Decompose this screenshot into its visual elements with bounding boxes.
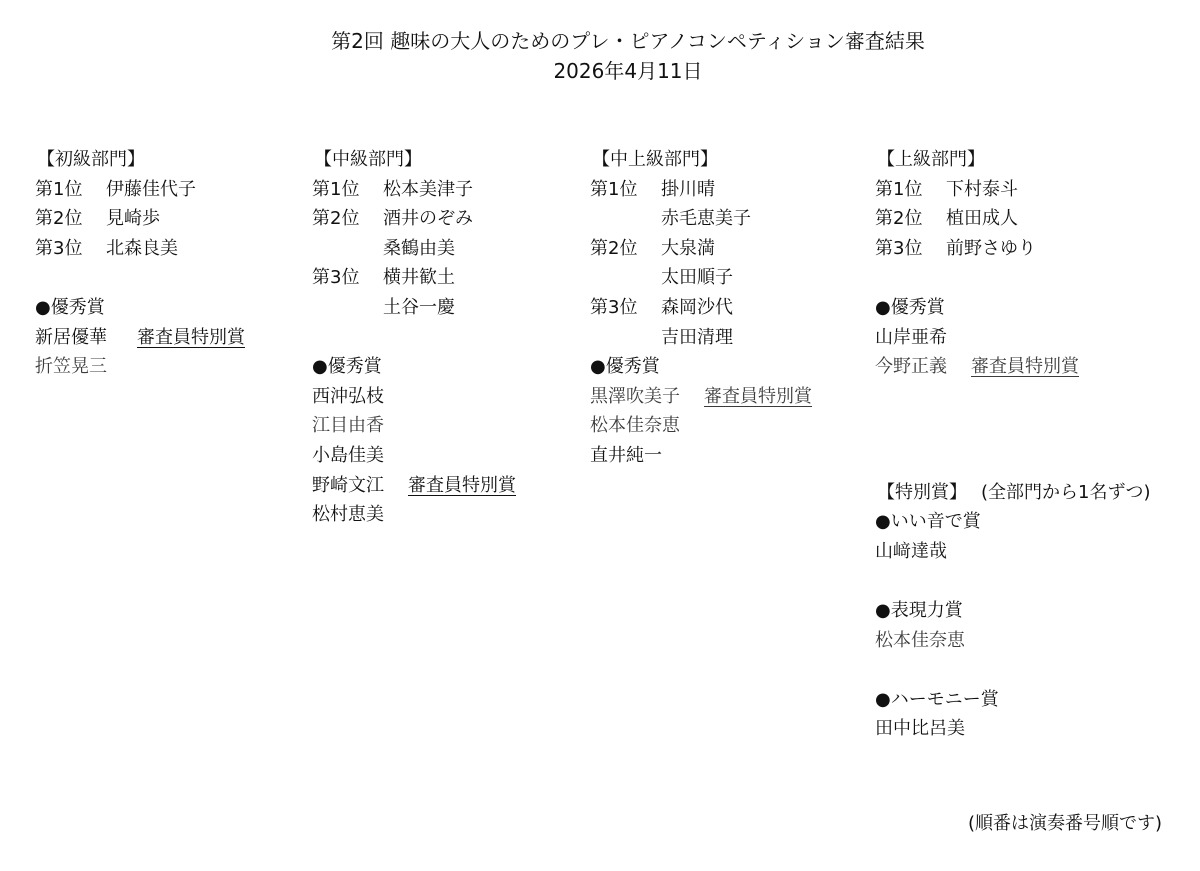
winner-name: 横井歓土 — [383, 267, 455, 289]
rank-row — [590, 204, 812, 234]
winner-name: 森岡沙代 — [661, 296, 733, 318]
winner-name: 見崎歩 — [106, 208, 160, 230]
division-heading: 【初級部門】 — [37, 149, 145, 170]
division-heading: 【中上級部門】 — [592, 149, 718, 170]
order-note: (順番は演奏番号順です) — [968, 813, 1163, 834]
winner-name: 酒井のぞみ — [383, 208, 473, 230]
special-award-label: ●表現力賞 — [875, 599, 963, 621]
rank-label: 第1位 — [35, 178, 83, 200]
division-heading: 【中級部門】 — [314, 149, 422, 170]
excellence-row — [312, 471, 516, 501]
rank-row — [590, 263, 812, 293]
rank-label: 第1位 — [590, 178, 638, 200]
special-award-label: ●ハーモニー賞 — [875, 688, 999, 710]
special-awards-heading: 【特別賞】 — [877, 481, 967, 503]
excellence-name: 西沖弘枝 — [312, 385, 384, 407]
special-award-winner: 松本佳奈恵 — [875, 629, 965, 651]
excellence-row — [590, 382, 812, 412]
division-beginner — [35, 145, 245, 382]
excellence-name: 小島佳美 — [312, 444, 384, 466]
excellence-row — [875, 352, 1151, 382]
rank-label: 第2位 — [35, 208, 83, 230]
special-award-label: ●いい音で賞 — [875, 511, 981, 533]
special-awards-note: (全部門から1名ずつ) — [981, 481, 1151, 503]
rank-row — [35, 175, 245, 205]
excellence-name: 江目由香 — [312, 415, 384, 437]
rank-row — [312, 204, 516, 234]
judge-special-award: 審査員特別賞 — [971, 356, 1079, 378]
rank-label: 第3位 — [35, 237, 83, 259]
rank-label: 第3位 — [590, 296, 638, 318]
excellence-heading: ●優秀賞 — [35, 296, 105, 318]
winner-name: 赤毛恵美子 — [661, 208, 751, 230]
judge-special-award: 審査員特別賞 — [408, 474, 516, 496]
rank-row — [875, 234, 1151, 264]
excellence-name: 松本佳奈恵 — [590, 415, 680, 437]
rank-label: 第1位 — [875, 178, 923, 200]
winner-name: 吉田清理 — [661, 326, 733, 348]
rank-row — [590, 293, 812, 323]
excellence-heading: ●優秀賞 — [590, 356, 660, 378]
result-date: 2026年4月11日 — [553, 59, 703, 83]
rank-label: 第1位 — [312, 178, 360, 200]
rank-row — [312, 263, 516, 293]
rank-label: 第3位 — [312, 267, 360, 289]
rank-row — [312, 175, 516, 205]
winner-name: 桑鶴由美 — [383, 237, 455, 259]
special-awards-heading-row — [875, 478, 1151, 508]
rank-row — [312, 234, 516, 264]
rank-row — [35, 204, 245, 234]
excellence-name: 折笠晃三 — [35, 356, 107, 378]
division-advanced — [875, 145, 1151, 744]
winner-name: 掛川晴 — [661, 178, 715, 200]
winner-name: 伊藤佳代子 — [106, 178, 196, 200]
excellence-heading: ●優秀賞 — [875, 296, 945, 318]
division-intermediate — [312, 145, 516, 530]
rank-label: 第2位 — [312, 208, 360, 230]
special-award-winner: 田中比呂美 — [875, 718, 965, 740]
excellence-heading: ●優秀賞 — [312, 356, 382, 378]
judge-special-award: 審査員特別賞 — [704, 385, 812, 407]
rank-row — [312, 293, 516, 323]
rank-row — [35, 234, 245, 264]
excellence-name: 直井純一 — [590, 444, 662, 466]
rank-label: 第2位 — [875, 208, 923, 230]
excellence-name: 新居優華 — [35, 326, 107, 348]
rank-row — [590, 175, 812, 205]
special-award-winner: 山﨑達哉 — [875, 540, 947, 562]
rank-row — [590, 234, 812, 264]
winner-name: 太田順子 — [661, 267, 733, 289]
rank-row — [875, 175, 1151, 205]
excellence-name: 山岸亜希 — [875, 326, 947, 348]
winner-name: 北森良美 — [106, 237, 178, 259]
winner-name: 松本美津子 — [383, 178, 473, 200]
excellence-name: 黒澤吹美子 — [590, 385, 680, 407]
division-heading: 【上級部門】 — [877, 149, 985, 170]
winner-name: 下村泰斗 — [946, 178, 1018, 200]
excellence-name: 野崎文江 — [312, 474, 384, 496]
winner-name: 前野さゆり — [946, 237, 1036, 259]
rank-row — [875, 204, 1151, 234]
rank-label: 第2位 — [590, 237, 638, 259]
excellence-name: 松村恵美 — [312, 504, 384, 526]
excellence-name: 今野正義 — [875, 356, 947, 378]
rank-label: 第3位 — [875, 237, 923, 259]
page-title: 第2回 趣味の大人のためのプレ・ピアノコンペティション審査結果 — [331, 29, 925, 53]
winner-name: 植田成人 — [946, 208, 1018, 230]
division-upper-intermediate — [590, 145, 812, 471]
rank-row — [590, 323, 812, 353]
winner-name: 土谷一慶 — [383, 296, 455, 318]
judge-special-award: 審査員特別賞 — [137, 326, 245, 348]
excellence-row — [35, 323, 245, 353]
winner-name: 大泉満 — [661, 237, 715, 259]
